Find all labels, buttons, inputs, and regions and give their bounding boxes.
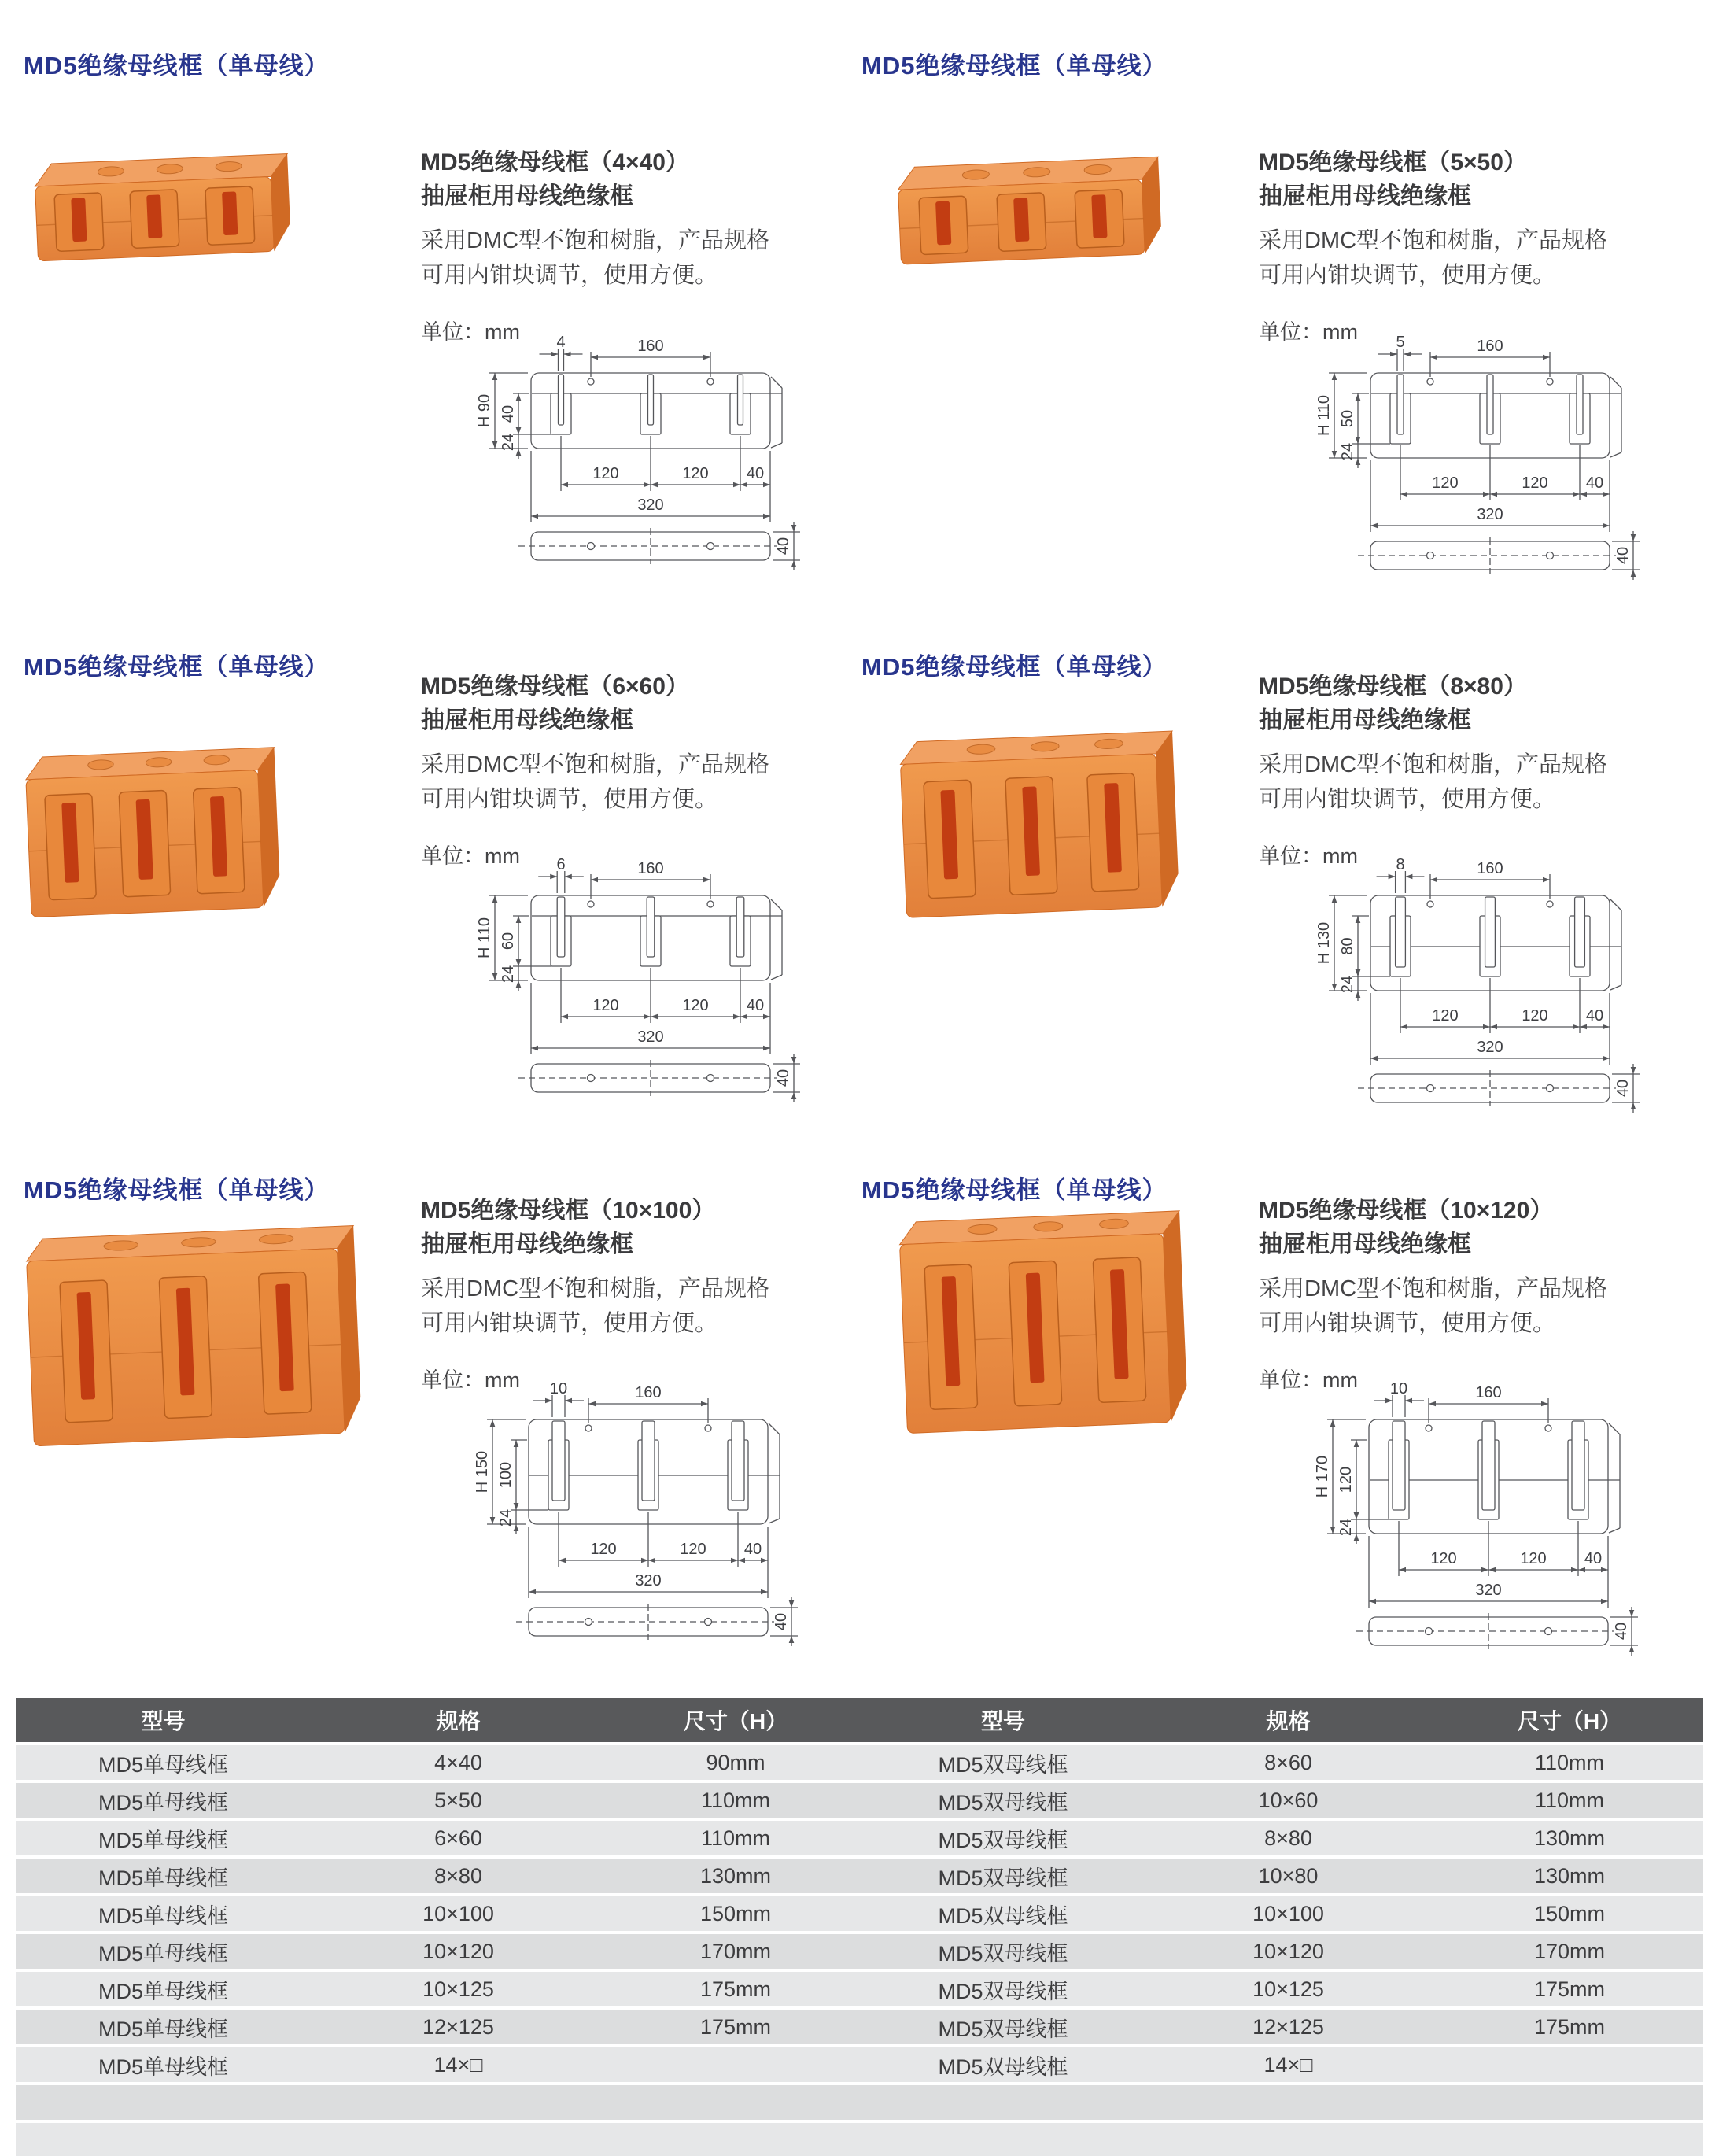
table-cell: 4×40 [434, 1750, 482, 1774]
column-header: 规格 [1266, 1709, 1311, 1733]
table-cell: 150mm [699, 1901, 772, 1925]
product-subtitle: 抽屉柜用母线绝缘框 [421, 707, 633, 733]
table-cell: 10×100 [1252, 1901, 1324, 1925]
dimension-drawing [468, 850, 819, 1112]
svg-text:10: 10 [549, 1380, 568, 1397]
svg-text:40: 40 [773, 1612, 790, 1631]
table-cell: 110mm [1534, 1788, 1605, 1812]
svg-text:320: 320 [635, 1572, 662, 1589]
table-row-empty [16, 2085, 1703, 2120]
product-info [1259, 146, 1715, 345]
svg-text:H 170: H 170 [1314, 1455, 1331, 1498]
table-cell: MD5单母线框 [98, 1903, 228, 1928]
table-cell: MD5单母线框 [98, 1752, 228, 1777]
table-cell: 175mm [1533, 2014, 1606, 2039]
table-cell: 110mm [700, 1788, 771, 1812]
svg-text:40: 40 [1585, 1007, 1604, 1024]
table-cell: MD5双母线框 [938, 1828, 1068, 1852]
svg-text:10: 10 [1389, 1380, 1408, 1397]
table-cell: MD5单母线框 [98, 2054, 228, 2079]
product-description: 采用DMC型不饱和树脂，产品规格 可用内钳块调节，使用方便。 [1259, 228, 1608, 288]
table-cell: 12×125 [422, 2014, 494, 2039]
svg-text:24: 24 [500, 433, 517, 452]
dimension-drawing [468, 327, 819, 580]
table-cell: 10×100 [422, 1901, 494, 1925]
table-cell: 175mm [699, 2014, 772, 2039]
table-cell: 10×120 [422, 1939, 494, 1963]
svg-text:160: 160 [637, 860, 664, 877]
table-cell: 110mm [1534, 1750, 1605, 1774]
table-cell: MD5双母线框 [938, 1941, 1068, 1966]
section-heading: MD5绝缘母线框（单母线） [24, 1176, 330, 1204]
product-title: MD5绝缘母线框（6×60） [421, 674, 689, 700]
product-subtitle: 抽屉柜用母线绝缘框 [421, 183, 633, 209]
svg-text:80: 80 [1339, 937, 1356, 955]
table-cell: MD5单母线框 [98, 1828, 228, 1852]
svg-text:320: 320 [1477, 506, 1503, 523]
table-row [16, 1972, 1703, 2006]
svg-text:H 90: H 90 [476, 393, 493, 428]
svg-text:8: 8 [1396, 856, 1405, 873]
svg-text:120: 120 [1520, 1550, 1547, 1567]
svg-text:40: 40 [746, 465, 765, 482]
product-subtitle: 抽屉柜用母线绝缘框 [1259, 707, 1471, 733]
product-photo [24, 1221, 371, 1460]
product-subtitle: 抽屉柜用母线绝缘框 [1259, 183, 1471, 209]
table-cell: 10×120 [1252, 1939, 1324, 1963]
product-title: MD5绝缘母线框（4×40） [421, 150, 689, 175]
table-cell: 12×125 [1252, 2014, 1324, 2039]
section-heading: MD5绝缘母线框（单母线） [861, 52, 1168, 79]
table-cell: 5×50 [434, 1788, 482, 1812]
unit-label: 单位：mm [421, 1368, 520, 1393]
table-cell: 150mm [1533, 1901, 1606, 1925]
svg-text:100: 100 [497, 1461, 515, 1489]
product-info [1259, 670, 1715, 869]
table-cell: MD5双母线框 [938, 1979, 1068, 2003]
product-title: MD5绝缘母线框（8×80） [1259, 674, 1527, 700]
product-description: 采用DMC型不饱和树脂，产品规格 可用内钳块调节，使用方便。 [1259, 752, 1608, 812]
table-cell: MD5双母线框 [938, 1752, 1068, 1777]
table-cell: MD5单母线框 [98, 1941, 228, 1966]
table-cell: MD5单母线框 [98, 1866, 228, 1890]
svg-text:40: 40 [1584, 1550, 1603, 1567]
svg-text:120: 120 [1430, 1550, 1457, 1567]
svg-text:40: 40 [743, 1541, 762, 1558]
table-cell: 6×60 [434, 1826, 482, 1850]
svg-text:24: 24 [500, 965, 517, 984]
svg-text:4: 4 [556, 334, 566, 351]
dimension-drawing [466, 1374, 817, 1656]
dimension-drawing [1308, 850, 1658, 1122]
table-cell: 14×□ [433, 2052, 483, 2077]
table-cell: 10×125 [1252, 1977, 1324, 2001]
product-info [421, 670, 877, 869]
table-row [16, 1821, 1703, 1855]
product-photo [897, 725, 1189, 933]
table-row [16, 1783, 1703, 1818]
svg-text:24: 24 [1339, 442, 1356, 461]
svg-text:H 110: H 110 [476, 917, 493, 958]
table-row [16, 1745, 1703, 1780]
dimension-drawing [1308, 327, 1658, 589]
table-cell: MD5双母线框 [938, 1790, 1068, 1815]
svg-text:160: 160 [635, 1384, 662, 1401]
spec-table-header [16, 1698, 1703, 1742]
svg-text:320: 320 [637, 497, 664, 514]
product-info [1259, 1194, 1715, 1394]
svg-text:40: 40 [1613, 1622, 1630, 1641]
section-heading: MD5绝缘母线框（单母线） [861, 653, 1168, 681]
svg-text:40: 40 [500, 404, 517, 423]
svg-text:40: 40 [1585, 474, 1604, 492]
table-cell: 130mm [1533, 1863, 1606, 1888]
svg-text:160: 160 [1477, 338, 1503, 355]
table-cell: 170mm [1533, 1939, 1606, 1963]
section-heading: MD5绝缘母线框（单母线） [24, 653, 330, 681]
spec-table [16, 1698, 1703, 2156]
table-cell: MD5单母线框 [98, 1979, 228, 2003]
table-row [16, 2047, 1703, 2082]
svg-text:120: 120 [1522, 1007, 1548, 1024]
svg-text:6: 6 [556, 856, 566, 873]
table-row-empty [16, 2123, 1703, 2156]
column-header: 尺寸（H） [683, 1709, 788, 1733]
table-row [16, 1896, 1703, 1931]
table-cell: 10×80 [1258, 1863, 1319, 1888]
svg-text:120: 120 [1432, 1007, 1459, 1024]
svg-text:160: 160 [1477, 860, 1503, 877]
svg-text:120: 120 [680, 1541, 706, 1558]
svg-text:120: 120 [1522, 474, 1548, 492]
svg-text:320: 320 [1477, 1039, 1503, 1056]
product-description: 采用DMC型不饱和树脂，产品规格 可用内钳块调节，使用方便。 [1259, 1276, 1608, 1336]
product-info [421, 1194, 877, 1394]
svg-text:5: 5 [1396, 334, 1405, 351]
table-cell: 10×60 [1258, 1788, 1319, 1812]
unit-label: 单位：mm [421, 320, 520, 345]
svg-text:40: 40 [775, 537, 792, 556]
svg-text:H 130: H 130 [1315, 921, 1333, 965]
svg-text:24: 24 [497, 1508, 515, 1527]
svg-text:120: 120 [682, 997, 709, 1014]
product-photo [897, 1205, 1197, 1449]
table-cell: 110mm [700, 1826, 771, 1850]
table-cell: 130mm [699, 1863, 772, 1888]
product-title: MD5绝缘母线框（10×100） [421, 1198, 716, 1224]
svg-text:160: 160 [1475, 1384, 1502, 1401]
spec-table-body [16, 1745, 1703, 2156]
svg-text:120: 120 [592, 465, 619, 482]
section-heading: MD5绝缘母线框（单母线） [24, 52, 330, 79]
table-cell: MD5双母线框 [938, 1866, 1068, 1890]
table-cell: MD5双母线框 [938, 2054, 1068, 2079]
unit-label: 单位：mm [1259, 320, 1358, 345]
table-cell: 8×80 [1264, 1826, 1312, 1850]
table-cell: MD5双母线框 [938, 1903, 1068, 1928]
product-subtitle: 抽屉柜用母线绝缘框 [1259, 1231, 1471, 1257]
product-photo [22, 741, 290, 933]
section-heading: MD5绝缘母线框（单母线） [861, 1176, 1168, 1204]
svg-text:120: 120 [682, 465, 709, 482]
table-cell: 90mm [706, 1750, 765, 1774]
svg-text:40: 40 [1614, 546, 1632, 565]
table-row [16, 2010, 1703, 2044]
table-cell: 175mm [1533, 1977, 1606, 2001]
svg-text:H 150: H 150 [474, 1450, 491, 1493]
svg-text:320: 320 [1475, 1582, 1502, 1599]
table-cell: MD5单母线框 [98, 2017, 228, 2041]
column-header: 尺寸（H） [1517, 1709, 1622, 1733]
svg-text:120: 120 [1337, 1466, 1355, 1493]
svg-text:24: 24 [1339, 975, 1356, 994]
svg-text:40: 40 [746, 997, 765, 1014]
svg-text:120: 120 [1432, 474, 1459, 492]
svg-text:60: 60 [500, 932, 517, 951]
table-cell: MD5单母线框 [98, 1790, 228, 1815]
svg-text:320: 320 [637, 1028, 664, 1046]
table-cell: 130mm [1533, 1826, 1606, 1850]
svg-text:120: 120 [590, 1541, 617, 1558]
svg-text:H 110: H 110 [1315, 395, 1333, 436]
column-header: 规格 [436, 1709, 481, 1733]
product-photo [30, 148, 302, 277]
dimension-drawing [1306, 1374, 1657, 1665]
table-cell: 8×60 [1264, 1750, 1312, 1774]
product-description: 采用DMC型不饱和树脂，产品规格 可用内钳块调节，使用方便。 [421, 752, 770, 812]
unit-label: 单位：mm [1259, 844, 1358, 869]
product-subtitle: 抽屉柜用母线绝缘框 [421, 1231, 633, 1257]
product-description: 采用DMC型不饱和树脂，产品规格 可用内钳块调节，使用方便。 [421, 1276, 770, 1336]
svg-text:120: 120 [592, 997, 619, 1014]
column-header: 型号 [141, 1709, 186, 1733]
svg-text:50: 50 [1339, 409, 1356, 428]
table-row [16, 1934, 1703, 1969]
svg-text:160: 160 [637, 338, 664, 355]
unit-label: 单位：mm [421, 844, 520, 869]
svg-text:24: 24 [1337, 1518, 1355, 1537]
table-row [16, 1859, 1703, 1893]
table-cell: MD5双母线框 [938, 2017, 1068, 2041]
table-cell: 14×□ [1263, 2052, 1313, 2077]
product-info [421, 146, 877, 345]
product-title: MD5绝缘母线框（5×50） [1259, 150, 1527, 175]
table-cell: 8×80 [434, 1863, 482, 1888]
product-description: 采用DMC型不饱和树脂，产品规格 可用内钳块调节，使用方便。 [421, 228, 770, 288]
svg-text:40: 40 [775, 1069, 792, 1087]
table-cell: 10×125 [422, 1977, 494, 2001]
product-title: MD5绝缘母线框（10×120） [1259, 1198, 1554, 1224]
table-cell: 170mm [699, 1939, 772, 1963]
product-photo [893, 151, 1173, 280]
unit-label: 单位：mm [1259, 1368, 1358, 1393]
svg-text:40: 40 [1614, 1079, 1632, 1098]
table-cell: 175mm [699, 1977, 772, 2001]
column-header: 型号 [980, 1709, 1025, 1733]
